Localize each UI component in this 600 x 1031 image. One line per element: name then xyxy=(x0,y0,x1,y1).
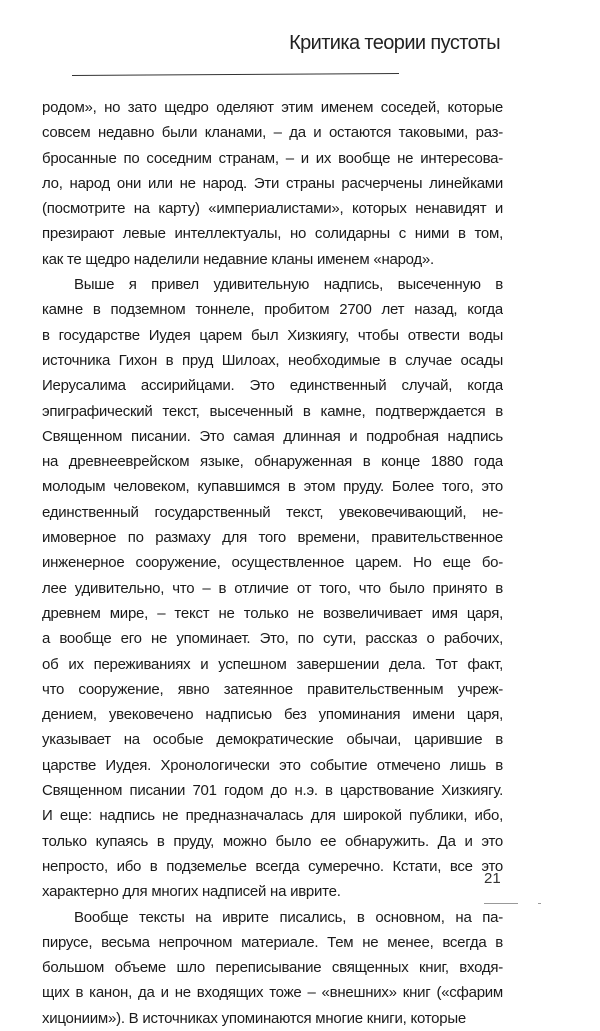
text-line: а вообще его не упоминает. Это, по сути, рассказ о рабочих, xyxy=(42,630,503,648)
footer-rule xyxy=(484,903,518,904)
text-line: бросанные по соседним странам, – и их вообще не интересова- xyxy=(42,149,503,167)
text-line: имоверное по размаху для того времени, правительственное xyxy=(42,529,503,547)
text-line: единственный государственный текст, увековечивающий, не- xyxy=(42,503,503,521)
text-line: что сооружение, явно затеянное правительственным учреж- xyxy=(42,680,503,698)
text-line: лее удивительно, что – в отличие от того, что было принято в xyxy=(42,579,503,597)
text-line: древнем мире, – текст не только не возвеличивает имя царя, xyxy=(42,604,503,622)
text-line: царстве Иудея. Хронологически это событие отмечено лишь в xyxy=(42,756,503,774)
text-line: только купаясь в пруду, можно было ее обнаружить. Да и это xyxy=(42,832,503,850)
text-line: Священном писании. Это самая длинная и подробная надпись xyxy=(42,427,503,445)
text-line: Выше я привел удивительную надпись, высеченную в xyxy=(74,276,503,294)
text-line: (посмотрите на карту) «империалистами», которых ненавидят и xyxy=(42,200,503,218)
text-line: совсем недавно были кланами, – да и остаются таковыми, раз- xyxy=(42,124,503,142)
page-number: 21 xyxy=(484,870,501,887)
text-line: в государстве Иудея царем был Хизкиягу, чтобы отвести воды xyxy=(42,326,503,344)
text-line: большом объеме шло переписывание священных книг, входя- xyxy=(42,959,503,977)
text-line: характерно для многих надписей на иврите. xyxy=(42,883,341,901)
text-line: И еще: надпись не предназначалась для широкой публики, ибо, xyxy=(42,807,503,825)
text-line: щих в канон, да и не входящих тоже – «внешних» книг («сфарим xyxy=(42,984,503,1002)
text-line: на древнееврейском языке, обнаруженная в конце 1880 года xyxy=(42,453,503,471)
text-line: молодым человеком, купавшимся в этом пруду. Более того, это xyxy=(42,478,503,496)
text-line: источника Гихон в пруд Шилоах, необходимые в случае осады xyxy=(42,351,503,369)
text-line: пирусе, весьма непрочном материале. Тем не менее, всегда в xyxy=(42,933,503,951)
text-line: презирают левые интеллектуалы, но солидарны с ними в том, xyxy=(42,225,503,243)
text-line: дением, увековечено надписью без упоминания имени царя, xyxy=(42,706,503,724)
body-text xyxy=(42,95,503,1031)
text-line: камне в подземном тоннеле, пробитом 2700 лет назад, когда xyxy=(42,301,503,319)
text-line: хицониим»). В источниках упоминаются многие книги, которые xyxy=(42,1009,466,1027)
text-line: об их переживаниях и успешном завершении дела. Тот факт, xyxy=(42,655,503,673)
text-line: инженерное сооружение, осуществленное царем. Но еще бо- xyxy=(42,554,503,572)
text-line: Иерусалима ассирийцами. Это единственный случай, когда xyxy=(42,377,503,395)
text-line: Священном писании 701 годом до н.э. в царствование Хизкиягу. xyxy=(42,782,503,800)
text-line: ло, народ они или не народ. Эти страны расчерчены линейками xyxy=(42,174,503,192)
footer-mark xyxy=(538,903,541,904)
text-line: непросто, ибо в подземелье всегда сумеречно. Кстати, все это xyxy=(42,857,503,875)
text-line: как те щедро наделили недавние кланы именем «народ». xyxy=(42,250,434,268)
text-line: указывает на особые демократические обычаи, царившие в xyxy=(42,731,503,749)
running-head-title: Критика теории пустоты xyxy=(289,32,500,54)
header-rule xyxy=(72,73,399,76)
text-line: Вообще тексты на иврите писались, в основном, на па- xyxy=(74,908,503,926)
text-line: эпиграфический текст, высеченный в камне, подтверждается в xyxy=(42,402,503,420)
text-line: родом», но зато щедро оделяют этим именем соседей, которые xyxy=(42,99,503,116)
